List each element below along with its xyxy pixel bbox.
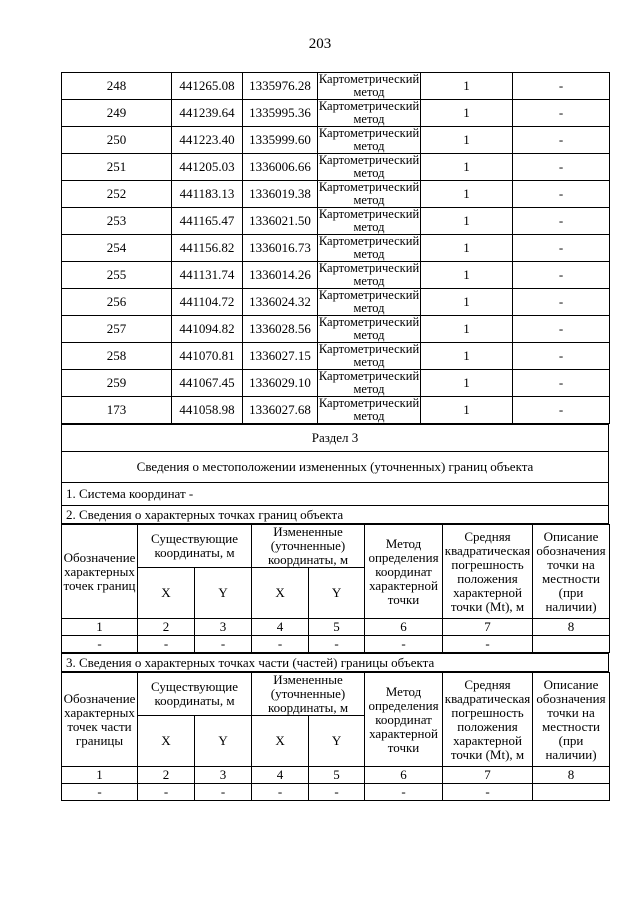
header-line: Измененные bbox=[273, 672, 343, 687]
coord-system: 1. Система координат - bbox=[62, 483, 609, 506]
method bbox=[318, 370, 421, 397]
col-y: Y bbox=[195, 716, 252, 767]
data-cell: - bbox=[443, 636, 533, 653]
header-line: характерной bbox=[369, 725, 438, 741]
point-number: 255 bbox=[62, 262, 172, 289]
col-point-label bbox=[62, 673, 138, 767]
point-number: 250 bbox=[62, 127, 172, 154]
header-line: Существующие bbox=[150, 679, 239, 694]
coord-y: 1335999.60 bbox=[243, 127, 318, 154]
description: - bbox=[513, 73, 610, 100]
header-line: точек части bbox=[67, 718, 132, 734]
method-line: метод bbox=[353, 247, 385, 261]
header-line: обозначения bbox=[536, 690, 606, 706]
col-x: X bbox=[138, 568, 195, 619]
method-line: Картометрический bbox=[318, 396, 420, 410]
column-number: 1 bbox=[62, 767, 138, 784]
header-line: наличии) bbox=[545, 598, 597, 614]
col-method bbox=[365, 525, 443, 619]
method-line: Картометрический bbox=[318, 288, 420, 302]
method-line: Картометрический bbox=[318, 261, 420, 275]
method bbox=[318, 154, 421, 181]
col-description bbox=[533, 673, 610, 767]
table-row bbox=[62, 370, 610, 397]
table-row bbox=[62, 235, 610, 262]
coord-x: 441094.82 bbox=[172, 316, 243, 343]
col-x: X bbox=[138, 716, 195, 767]
header-line: квадратическая bbox=[444, 542, 531, 558]
coord-y: 1336006.66 bbox=[243, 154, 318, 181]
header-line: местности bbox=[542, 570, 600, 586]
accuracy: 1 bbox=[421, 181, 513, 208]
method-line: метод bbox=[353, 301, 385, 315]
method-line: метод bbox=[353, 85, 385, 99]
header-line: точек границ bbox=[63, 577, 136, 593]
point-number: 249 bbox=[62, 100, 172, 127]
coord-x: 441058.98 bbox=[172, 397, 243, 424]
section3-block bbox=[61, 424, 609, 524]
header-line: определения bbox=[368, 697, 439, 713]
points-table bbox=[61, 72, 610, 424]
point-number: 258 bbox=[62, 343, 172, 370]
data-cell: - bbox=[195, 784, 252, 801]
header-line: координат bbox=[375, 563, 432, 579]
coord-y: 1336019.38 bbox=[243, 181, 318, 208]
data-cell: - bbox=[309, 636, 365, 653]
col-accuracy bbox=[443, 525, 533, 619]
method bbox=[318, 235, 421, 262]
coord-y: 1336029.10 bbox=[243, 370, 318, 397]
accuracy: 1 bbox=[421, 397, 513, 424]
section-title: Раздел 3 bbox=[62, 425, 609, 452]
coord-y: 1336028.56 bbox=[243, 316, 318, 343]
method bbox=[318, 127, 421, 154]
coord-x: 441183.13 bbox=[172, 181, 243, 208]
method-line: Картометрический bbox=[318, 153, 420, 167]
col-existing-coords bbox=[138, 673, 252, 716]
header-line: точки (Mt), м bbox=[450, 746, 525, 762]
col-existing-coords bbox=[138, 525, 252, 568]
description: - bbox=[513, 154, 610, 181]
method-line: метод bbox=[353, 220, 385, 234]
column-number: 4 bbox=[252, 619, 309, 636]
method bbox=[318, 316, 421, 343]
accuracy: 1 bbox=[421, 262, 513, 289]
point-number: 173 bbox=[62, 397, 172, 424]
coord-y: 1336027.15 bbox=[243, 343, 318, 370]
data-cell: - bbox=[365, 636, 443, 653]
section-subtitle: Сведения о местоположении измененных (уточненных) границ объекта bbox=[62, 452, 609, 483]
header-line: точки bbox=[387, 739, 420, 755]
method-line: метод bbox=[353, 139, 385, 153]
header-line: положения bbox=[457, 570, 518, 586]
header-line: точки на bbox=[547, 556, 595, 572]
coord-x: 441070.81 bbox=[172, 343, 243, 370]
description: - bbox=[513, 100, 610, 127]
coord-x: 441104.72 bbox=[172, 289, 243, 316]
col-y: Y bbox=[309, 716, 365, 767]
header-line: границы bbox=[75, 732, 124, 748]
col-y: Y bbox=[195, 568, 252, 619]
description: - bbox=[513, 181, 610, 208]
point-number: 253 bbox=[62, 208, 172, 235]
document-frame bbox=[61, 72, 608, 801]
col-x: X bbox=[252, 716, 309, 767]
header-line: определения bbox=[368, 549, 439, 565]
method bbox=[318, 289, 421, 316]
table-row bbox=[62, 289, 610, 316]
method bbox=[318, 181, 421, 208]
data-cell: - bbox=[62, 784, 138, 801]
accuracy: 1 bbox=[421, 73, 513, 100]
header-line: характерной bbox=[369, 577, 438, 593]
method-line: метод bbox=[353, 274, 385, 288]
coord-y: 1336024.32 bbox=[243, 289, 318, 316]
method bbox=[318, 73, 421, 100]
data-cell: - bbox=[195, 636, 252, 653]
column-number: 2 bbox=[138, 767, 195, 784]
accuracy: 1 bbox=[421, 289, 513, 316]
boundary-points-table bbox=[61, 524, 608, 653]
data-cell: - bbox=[62, 636, 138, 653]
description: - bbox=[513, 262, 610, 289]
header-line: (уточненные) bbox=[270, 538, 346, 553]
header-line: (при bbox=[558, 732, 584, 748]
table-row bbox=[62, 262, 610, 289]
column-number: 4 bbox=[252, 767, 309, 784]
data-cell: - bbox=[138, 784, 195, 801]
column-number: 6 bbox=[365, 619, 443, 636]
header-line: положения bbox=[457, 718, 518, 734]
header-line: точки bbox=[387, 591, 420, 607]
coord-x: 441156.82 bbox=[172, 235, 243, 262]
point-number: 257 bbox=[62, 316, 172, 343]
method-line: метод bbox=[353, 409, 385, 423]
part-boundary-points-table bbox=[61, 672, 608, 801]
table-row bbox=[62, 73, 610, 100]
header-line: Обозначение bbox=[63, 549, 136, 565]
header-line: местности bbox=[542, 718, 600, 734]
point-number: 259 bbox=[62, 370, 172, 397]
col-accuracy bbox=[443, 673, 533, 767]
header-line: наличии) bbox=[545, 746, 597, 762]
data-cell: - bbox=[252, 784, 309, 801]
method-line: Картометрический bbox=[318, 234, 420, 248]
description: - bbox=[513, 316, 610, 343]
method bbox=[318, 262, 421, 289]
method-line: Картометрический bbox=[318, 369, 420, 383]
table-row bbox=[62, 397, 610, 424]
col-point-label bbox=[62, 525, 138, 619]
point-number: 251 bbox=[62, 154, 172, 181]
method bbox=[318, 100, 421, 127]
method-line: метод bbox=[353, 328, 385, 342]
accuracy: 1 bbox=[421, 127, 513, 154]
header-line: Обозначение bbox=[63, 690, 136, 706]
coord-y: 1335976.28 bbox=[243, 73, 318, 100]
header-line: Метод bbox=[385, 535, 422, 551]
header-line: (уточненные) bbox=[270, 686, 346, 701]
method-line: Картометрический bbox=[318, 342, 420, 356]
coord-y: 1336016.73 bbox=[243, 235, 318, 262]
part2-heading: 2. Сведения о характерных точках границ объекта bbox=[62, 506, 609, 524]
data-cell: - bbox=[138, 636, 195, 653]
coord-x: 441265.08 bbox=[172, 73, 243, 100]
column-number: 7 bbox=[443, 767, 533, 784]
data-cell bbox=[533, 636, 610, 653]
header-line: обозначения bbox=[536, 542, 606, 558]
header-line: Описание bbox=[543, 528, 599, 544]
header-line: характерной bbox=[453, 584, 522, 600]
header-line: характерной bbox=[453, 732, 522, 748]
coord-x: 441165.47 bbox=[172, 208, 243, 235]
point-number: 252 bbox=[62, 181, 172, 208]
description: - bbox=[513, 127, 610, 154]
header-line: Средняя bbox=[464, 676, 511, 692]
method-line: Картометрический bbox=[318, 72, 420, 86]
table-row bbox=[62, 100, 610, 127]
method bbox=[318, 397, 421, 424]
accuracy: 1 bbox=[421, 316, 513, 343]
method-line: Картометрический bbox=[318, 180, 420, 194]
description: - bbox=[513, 370, 610, 397]
header-line: Метод bbox=[385, 683, 422, 699]
method-line: метод bbox=[353, 112, 385, 126]
description: - bbox=[513, 397, 610, 424]
accuracy: 1 bbox=[421, 343, 513, 370]
method bbox=[318, 208, 421, 235]
coord-y: 1336014.26 bbox=[243, 262, 318, 289]
description: - bbox=[513, 208, 610, 235]
part3-heading-block bbox=[61, 653, 609, 672]
header-line: Существующие bbox=[150, 531, 239, 546]
col-method bbox=[365, 673, 443, 767]
method-line: Картометрический bbox=[318, 315, 420, 329]
table-row bbox=[62, 316, 610, 343]
header-line: координаты, м bbox=[154, 545, 235, 560]
point-number: 254 bbox=[62, 235, 172, 262]
column-number: 5 bbox=[309, 767, 365, 784]
data-cell bbox=[533, 784, 610, 801]
col-changed-coords bbox=[252, 673, 365, 716]
coord-y: 1336027.68 bbox=[243, 397, 318, 424]
method-line: Картометрический bbox=[318, 207, 420, 221]
description: - bbox=[513, 343, 610, 370]
description: - bbox=[513, 289, 610, 316]
method-line: метод bbox=[353, 382, 385, 396]
column-number: 2 bbox=[138, 619, 195, 636]
table-row bbox=[62, 343, 610, 370]
table-row bbox=[62, 208, 610, 235]
coord-x: 441131.74 bbox=[172, 262, 243, 289]
header-line: координаты, м bbox=[154, 693, 235, 708]
method bbox=[318, 343, 421, 370]
header-line: характерных bbox=[64, 704, 135, 720]
method-line: метод bbox=[353, 193, 385, 207]
method-line: метод bbox=[353, 355, 385, 369]
column-number: 3 bbox=[195, 767, 252, 784]
table-row bbox=[62, 181, 610, 208]
column-number: 7 bbox=[443, 619, 533, 636]
header-line: координаты, м bbox=[267, 552, 349, 567]
column-number: 3 bbox=[195, 619, 252, 636]
col-changed-coords bbox=[252, 525, 365, 568]
coord-x: 441067.45 bbox=[172, 370, 243, 397]
page-number: 203 bbox=[308, 36, 332, 52]
description: - bbox=[513, 235, 610, 262]
header-line: погрешность bbox=[451, 556, 524, 572]
coord-y: 1336021.50 bbox=[243, 208, 318, 235]
header-line: Измененные bbox=[273, 524, 343, 539]
col-description bbox=[533, 525, 610, 619]
header-line: Описание bbox=[543, 676, 599, 692]
column-number: 8 bbox=[533, 619, 610, 636]
point-number: 256 bbox=[62, 289, 172, 316]
data-cell: - bbox=[252, 636, 309, 653]
part3-heading: 3. Сведения о характерных точках части (частей) границы объекта bbox=[62, 654, 609, 672]
data-cell: - bbox=[365, 784, 443, 801]
header-line: координат bbox=[375, 711, 432, 727]
header-line: точки (Mt), м bbox=[450, 598, 525, 614]
table-row bbox=[62, 154, 610, 181]
column-number: 5 bbox=[309, 619, 365, 636]
coord-x: 441205.03 bbox=[172, 154, 243, 181]
table-row bbox=[62, 127, 610, 154]
point-number: 248 bbox=[62, 73, 172, 100]
data-cell: - bbox=[309, 784, 365, 801]
col-x: X bbox=[252, 568, 309, 619]
accuracy: 1 bbox=[421, 154, 513, 181]
coord-x: 441223.40 bbox=[172, 127, 243, 154]
method-line: Картометрический bbox=[318, 99, 420, 113]
header-line: характерных bbox=[64, 563, 135, 579]
header-line: квадратическая bbox=[444, 690, 531, 706]
column-number: 8 bbox=[533, 767, 610, 784]
col-y: Y bbox=[309, 568, 365, 619]
method-line: метод bbox=[353, 166, 385, 180]
accuracy: 1 bbox=[421, 370, 513, 397]
method-line: Картометрический bbox=[318, 126, 420, 140]
data-cell: - bbox=[443, 784, 533, 801]
header-line: координаты, м bbox=[267, 700, 349, 715]
accuracy: 1 bbox=[421, 235, 513, 262]
accuracy: 1 bbox=[421, 100, 513, 127]
accuracy: 1 bbox=[421, 208, 513, 235]
coord-y: 1335995.36 bbox=[243, 100, 318, 127]
header-line: точки на bbox=[547, 704, 595, 720]
column-number: 1 bbox=[62, 619, 138, 636]
header-line: (при bbox=[558, 584, 584, 600]
header-line: Средняя bbox=[464, 528, 511, 544]
header-line: погрешность bbox=[451, 704, 524, 720]
coord-x: 441239.64 bbox=[172, 100, 243, 127]
column-number: 6 bbox=[365, 767, 443, 784]
